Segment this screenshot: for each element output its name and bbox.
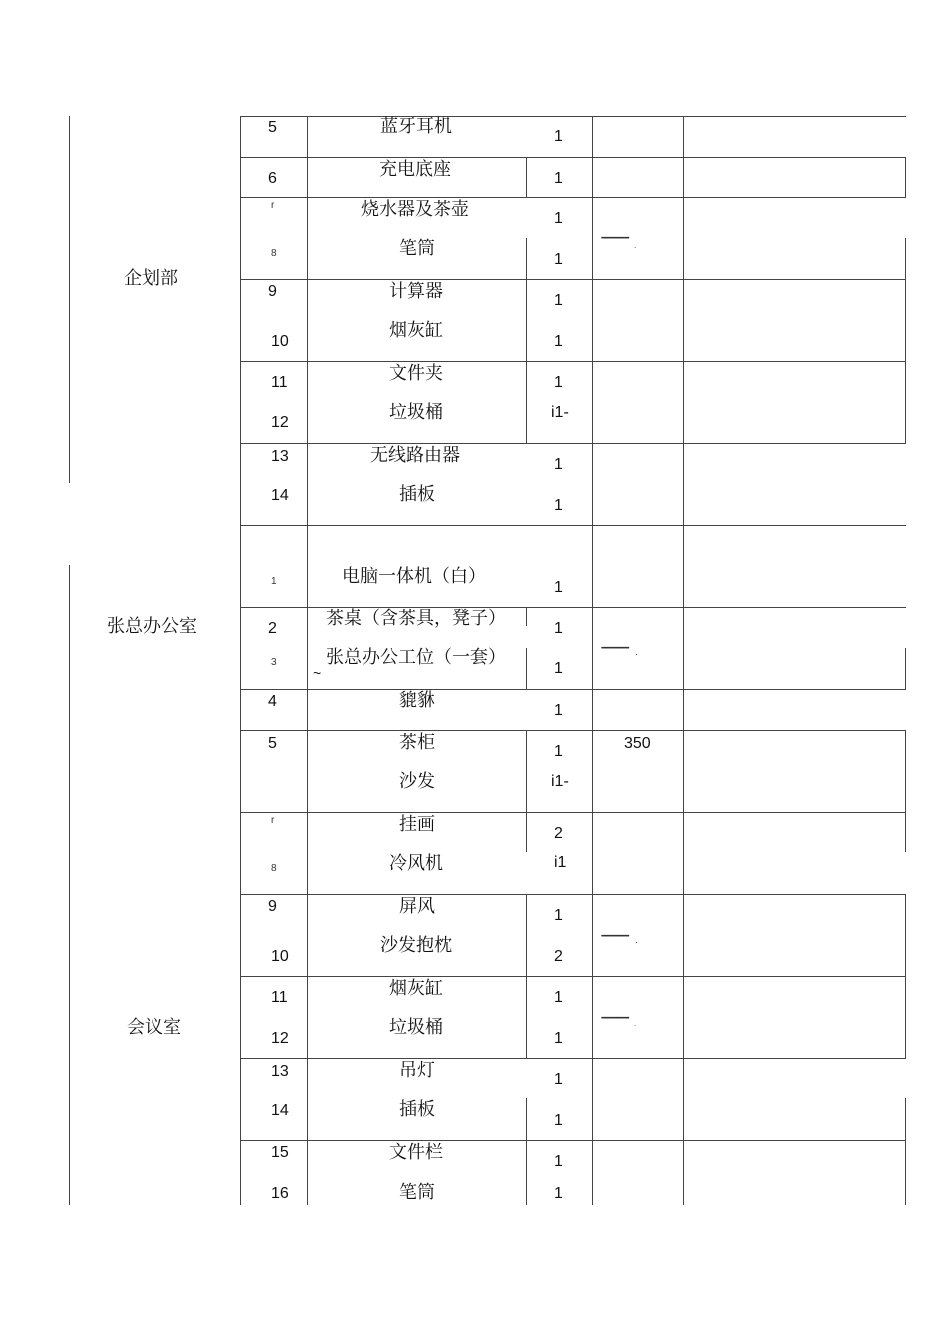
dotted-mark: •••••••••••••••••••••••••: [601, 236, 629, 242]
item-name: 文件夹: [389, 363, 443, 384]
row-number: 13: [271, 448, 289, 465]
item-name: 笔筒: [399, 238, 435, 259]
item-qty: i1: [554, 854, 567, 871]
item-name: 烧水器及茶壶: [361, 199, 469, 220]
row-number: 14: [271, 487, 289, 504]
row-number: 3: [271, 657, 277, 668]
row-number: 1: [271, 576, 277, 587]
item-name: 无线路由器: [370, 445, 460, 466]
item-name: 张总办公工位（一套）: [326, 647, 506, 668]
row-number: 8: [271, 248, 277, 259]
item-qty: 2: [554, 948, 563, 965]
item-name: 计算器: [389, 281, 443, 302]
item-name: 烟灰缸: [389, 978, 443, 999]
item-name: 挂画: [399, 814, 435, 835]
dept-label: 会议室: [127, 1017, 181, 1038]
row-number: 11: [271, 374, 288, 391]
item-name: 蓝牙耳机: [380, 116, 452, 137]
item-qty: 1: [554, 907, 563, 924]
item-name: 笔筒: [399, 1182, 435, 1203]
item-name: 冷风机: [389, 853, 443, 874]
item-name: 茶桌（含茶具，凳子）: [326, 608, 506, 629]
dotted-mark: •••••••••••••••••••••••••: [601, 646, 629, 652]
row-number: 9: [268, 898, 277, 915]
row-number: 8: [271, 863, 277, 874]
item-name: 垃圾桶: [389, 1017, 443, 1038]
row-number: 12: [271, 1030, 289, 1047]
row-number: 11: [271, 989, 288, 1006]
row-number: 14: [271, 1102, 289, 1119]
item-qty: 1: [554, 1153, 563, 1170]
tilde-mark: ~: [313, 665, 322, 681]
item-name: 貔貅: [399, 690, 435, 711]
item-price: 350: [624, 735, 651, 752]
row-number: 4: [268, 693, 277, 710]
row-number: 13: [271, 1063, 289, 1080]
row-number: 16: [271, 1185, 289, 1202]
dotted-mark: .: [635, 647, 638, 658]
item-qty: i1-: [551, 773, 569, 790]
item-name: 沙发: [399, 771, 435, 792]
dotted-mark: .: [634, 241, 637, 250]
item-qty: 1: [554, 579, 563, 596]
item-qty: 1: [554, 1112, 563, 1129]
dept-label: 张总办公室: [107, 616, 197, 637]
item-name: 插板: [399, 484, 435, 505]
dotted-mark: .: [635, 935, 638, 946]
item-name: 吊灯: [399, 1060, 435, 1081]
item-qty: 1: [554, 660, 563, 677]
item-qty: i1-: [551, 404, 569, 421]
item-qty: 1: [554, 251, 563, 268]
item-qty: 1: [554, 292, 563, 309]
item-name: 文件栏: [389, 1142, 443, 1163]
item-qty: 1: [554, 210, 563, 227]
row-number: 9: [268, 283, 277, 300]
item-qty: 1: [554, 497, 563, 514]
item-name: 垃圾桶: [389, 402, 443, 423]
item-qty: 1: [554, 702, 563, 719]
item-qty: 1: [554, 170, 563, 187]
item-qty: 1: [554, 620, 563, 637]
item-qty: 1: [554, 374, 563, 391]
item-qty: 1: [554, 1030, 563, 1047]
dotted-mark: •••••••••••••••••••••••••: [601, 934, 629, 940]
item-name: 屏风: [399, 896, 435, 917]
row-number: 5: [268, 735, 277, 752]
item-qty: 1: [554, 333, 563, 350]
item-qty: 1: [554, 1185, 563, 1202]
item-qty: 1: [554, 456, 563, 473]
item-qty: 1: [554, 128, 563, 145]
item-name: 插板: [399, 1099, 435, 1120]
row-number: 5: [268, 119, 277, 136]
item-qty: 1: [554, 989, 563, 1006]
item-name: 茶柜: [399, 732, 435, 753]
item-name: 电脑一体机（白）: [342, 566, 486, 587]
row-number: 15: [271, 1144, 289, 1161]
item-name: 烟灰缸: [389, 320, 443, 341]
dept-label: 企划部: [124, 268, 178, 289]
row-number: 10: [271, 948, 289, 965]
item-name: 沙发抱枕: [380, 935, 452, 956]
item-qty: 1: [554, 743, 563, 760]
dotted-mark: .: [634, 1019, 637, 1028]
row-number: 10: [271, 333, 289, 350]
row-number: 2: [268, 620, 277, 637]
dotted-mark: •••••••••••••••••••••••••: [601, 1016, 629, 1022]
row-number: r: [271, 815, 275, 826]
item-name: 充电底座: [379, 159, 451, 180]
item-qty: 2: [554, 825, 563, 842]
row-number: 12: [271, 414, 289, 431]
row-number: r: [271, 200, 275, 211]
row-number: 6: [268, 170, 277, 187]
item-qty: 1: [554, 1071, 563, 1088]
